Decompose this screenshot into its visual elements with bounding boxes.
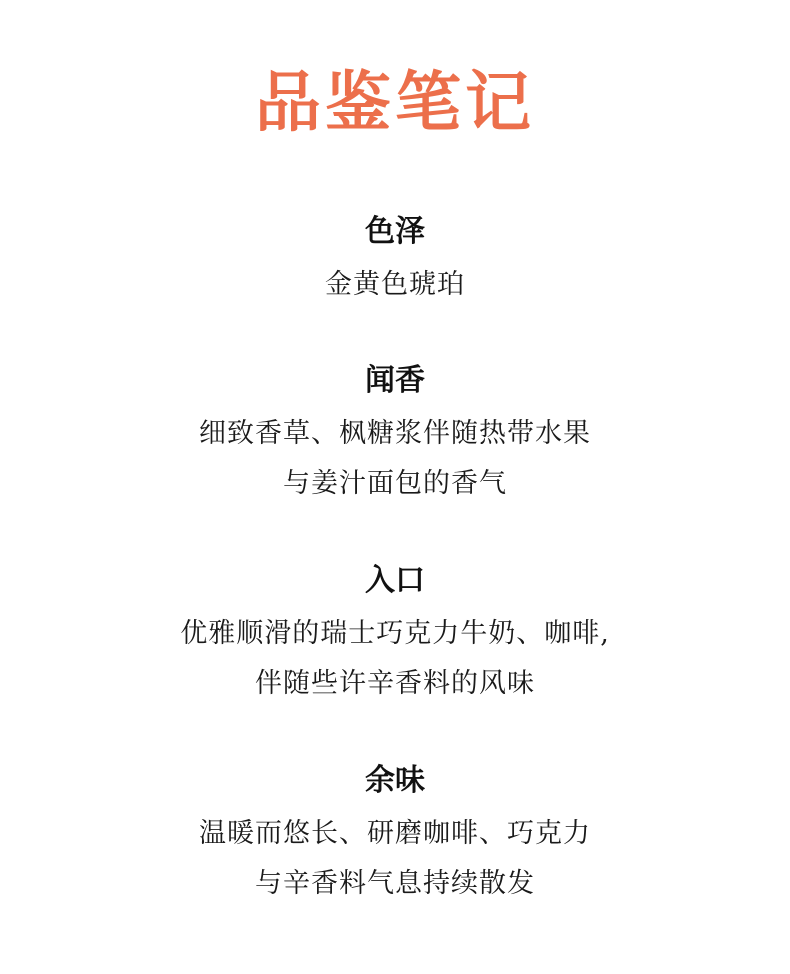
section-line: 金黄色琥珀 xyxy=(325,269,465,300)
section-nose xyxy=(0,361,790,509)
section-line: 细致香草、枫糖浆伴随热带水果 xyxy=(199,418,591,449)
page-title: 品鉴笔记 xyxy=(255,63,535,141)
section-color xyxy=(0,212,790,310)
section-heading-palate: 入口 xyxy=(365,563,425,598)
section-line: 伴随些许辛香料的风味 xyxy=(255,668,535,699)
section-heading-finish: 余味 xyxy=(365,763,425,798)
section-finish xyxy=(0,761,790,909)
section-line: 与姜汁面包的香气 xyxy=(283,468,507,499)
section-line: 温暖而悠长、研磨咖啡、巧克力 xyxy=(199,818,591,849)
section-heading-color: 色泽 xyxy=(365,214,425,249)
section-line: 与辛香料气息持续散发 xyxy=(255,868,535,899)
section-heading-nose: 闻香 xyxy=(365,363,425,398)
section-palate xyxy=(0,561,790,709)
section-line: 优雅顺滑的瑞士巧克力牛奶、咖啡, xyxy=(180,618,610,649)
